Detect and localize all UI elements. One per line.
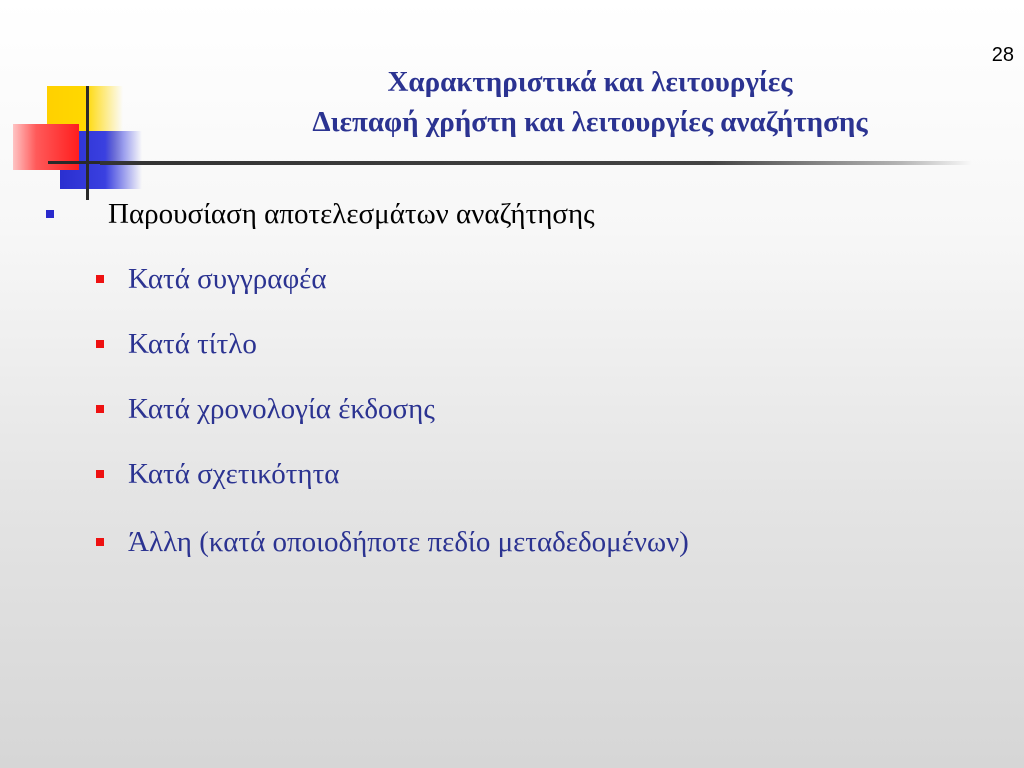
- slide-title: [230, 62, 950, 142]
- sub-bullet-item: [96, 261, 327, 297]
- sub-bullet-text: Κατά σχετικότητα: [128, 457, 340, 490]
- sub-bullet-text: Άλλη (κατά οποιοδήποτε πεδίο μεταδεδομένων): [128, 525, 689, 558]
- sub-bullet-item: [96, 326, 257, 362]
- title-divider: [100, 161, 972, 165]
- sub-bullet-item: [96, 456, 339, 492]
- title-line-1: Χαρακτηριστικά και λειτουργίες: [387, 66, 793, 98]
- title-line-2: Διεπαφή χρήστη και λειτουργίες αναζήτησης: [312, 106, 868, 138]
- decor-horizontal-line: [48, 161, 108, 164]
- sub-bullet-item: [96, 524, 689, 560]
- square-bullet-icon: [96, 275, 104, 283]
- decorative-logo: [0, 0, 160, 200]
- square-bullet-icon: [96, 340, 104, 348]
- square-bullet-icon: [96, 538, 104, 546]
- bullet-text: Παρουσίαση αποτελεσμάτων αναζήτησης: [108, 197, 595, 230]
- sub-bullet-text: Κατά συγγραφέα: [128, 262, 327, 295]
- square-bullet-icon: [46, 210, 54, 218]
- square-bullet-icon: [96, 470, 104, 478]
- square-bullet-icon: [96, 405, 104, 413]
- decor-vertical-line: [86, 86, 89, 200]
- bullet-item-main: [46, 196, 595, 232]
- sub-bullet-text: Κατά χρονολογία έκδοσης: [128, 392, 435, 425]
- slide-number: 28: [991, 44, 1014, 66]
- sub-bullet-text: Κατά τίτλο: [128, 327, 257, 360]
- sub-bullet-item: [96, 391, 435, 427]
